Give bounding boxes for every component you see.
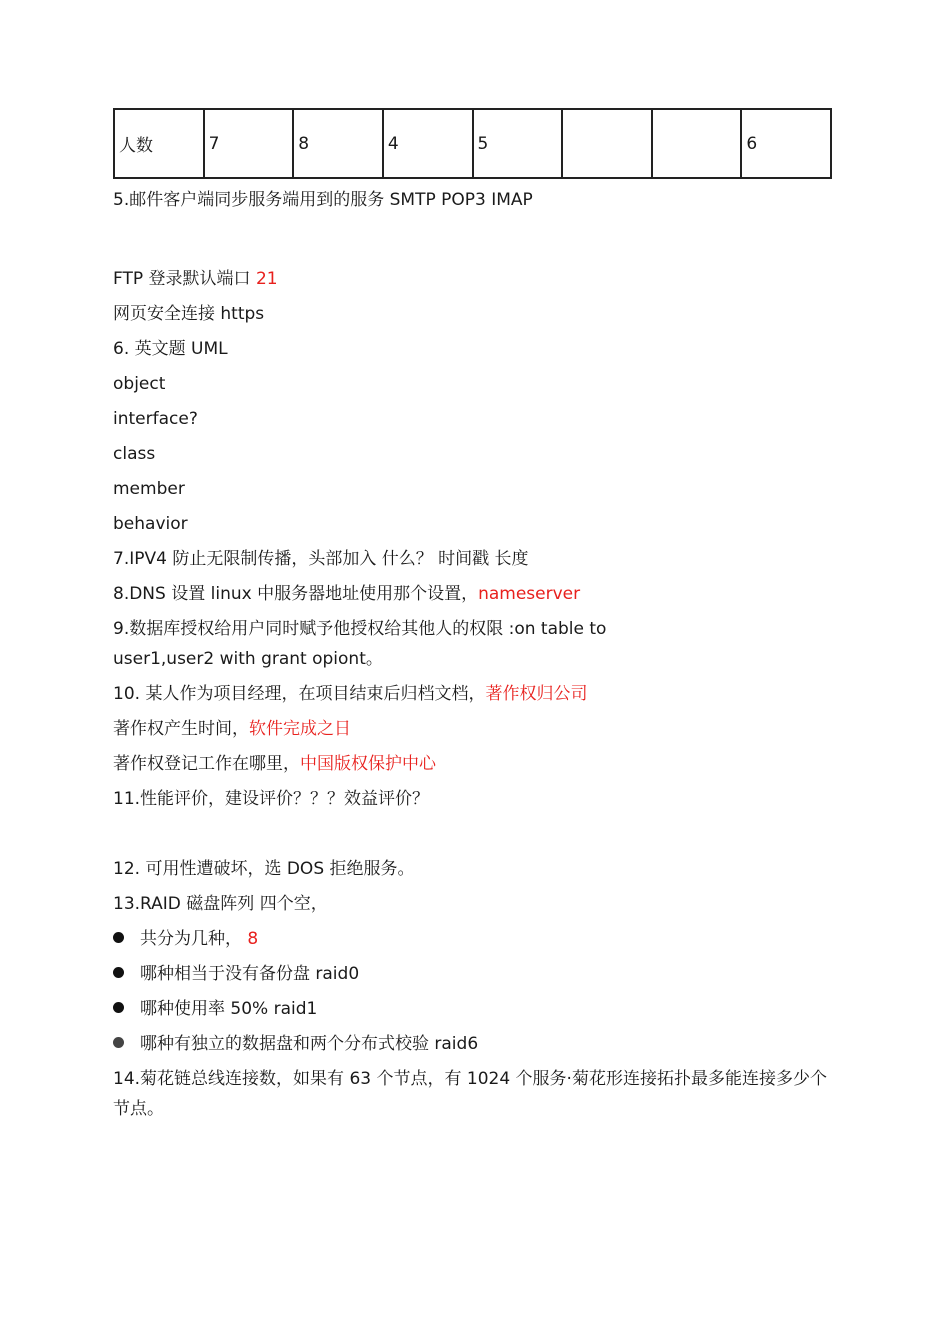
- q8-label: 8.DNS 设置 linux 中服务器地址使用那个设置，: [113, 584, 479, 604]
- q14-line2: 节点。: [113, 1099, 164, 1119]
- q7-text: 7.IPV4 防止无限制传播，头部加入 什么？ 时间戳 长度: [113, 549, 529, 569]
- table-cell: 5: [473, 109, 563, 178]
- q13-b3: 哪种使用率 50% raid1: [140, 999, 318, 1019]
- q11-text: 11.性能评价，建设评价？？？效益评价？: [113, 789, 430, 809]
- q13-b2: 哪种相当于没有备份盘 raid0: [140, 964, 360, 984]
- q8-line: [113, 583, 580, 605]
- q14-line1: 14.菊花链总线连接数，如果有 63 个节点，有 1024 个服务·菊花形连接拓扑最多能连接多少个: [113, 1069, 827, 1089]
- q6-title: 6. 英文题 UML: [113, 339, 228, 359]
- q13-b4: 哪种有独立的数据盘和两个分布式校验 raid6: [140, 1034, 479, 1054]
- bullet-dot-icon: [113, 1002, 124, 1013]
- q6-item: interface?: [113, 409, 198, 429]
- q6-item: class: [113, 444, 156, 464]
- q6-item: behavior: [113, 514, 188, 534]
- q13-title: 13.RAID 磁盘阵列 四个空，: [113, 894, 328, 914]
- table-cell: 4: [383, 109, 473, 178]
- table-cell: [562, 109, 652, 178]
- q5-text: 5.邮件客户端同步服务端用到的服务 SMTP POP3 IMAP: [113, 190, 533, 210]
- table-cell: 人数: [114, 109, 204, 178]
- table-cell: [652, 109, 742, 178]
- table-cell: 7: [204, 109, 294, 178]
- q13-b1-label: 共分为几种，: [140, 929, 248, 949]
- q10-line: [113, 683, 587, 705]
- https-text: 网页安全连接 https: [113, 304, 265, 324]
- q13-b1-answer: 8: [247, 929, 259, 949]
- q10-sub2-answer: 中国版权保护中心: [300, 754, 436, 774]
- q13-bullet-1: [113, 928, 258, 950]
- q10-sub1-label: 著作权产生时间，: [113, 719, 249, 739]
- ftp-line: [113, 268, 278, 290]
- q8-answer: nameserver: [478, 584, 581, 604]
- q13-bullet-2: [113, 963, 359, 985]
- count-table: [113, 108, 832, 179]
- q12-text: 12. 可用性遭破坏，选 DOS 拒绝服务。: [113, 859, 415, 879]
- q9-line2: user1,user2 with grant opiont。: [113, 649, 383, 669]
- ftp-answer: 21: [255, 269, 278, 289]
- ftp-label: FTP 登录默认端口: [113, 269, 256, 289]
- q10-sub2: [113, 753, 436, 775]
- q10-sub1: [113, 718, 351, 740]
- q10-sub1-answer: 软件完成之日: [249, 719, 351, 739]
- q10-sub2-label: 著作权登记工作在哪里，: [113, 754, 300, 774]
- table-cell: 8: [293, 109, 383, 178]
- q10-label: 10. 某人作为项目经理，在项目结束后归档文档，: [113, 684, 486, 704]
- q9-line1: 9.数据库授权给用户同时赋予他授权给其他人的权限 :on table to: [113, 619, 607, 639]
- q6-item: member: [113, 479, 185, 499]
- q10-answer: 著作权归公司: [485, 684, 588, 704]
- q13-bullet-4: [113, 1033, 478, 1055]
- bullet-dot-icon: [113, 1037, 124, 1048]
- q6-item: object: [113, 374, 166, 394]
- bullet-dot-icon: [113, 932, 124, 943]
- table-cell: 6: [741, 109, 831, 178]
- table-row: [114, 109, 831, 178]
- bullet-dot-icon: [113, 967, 124, 978]
- q13-bullet-3: [113, 998, 317, 1020]
